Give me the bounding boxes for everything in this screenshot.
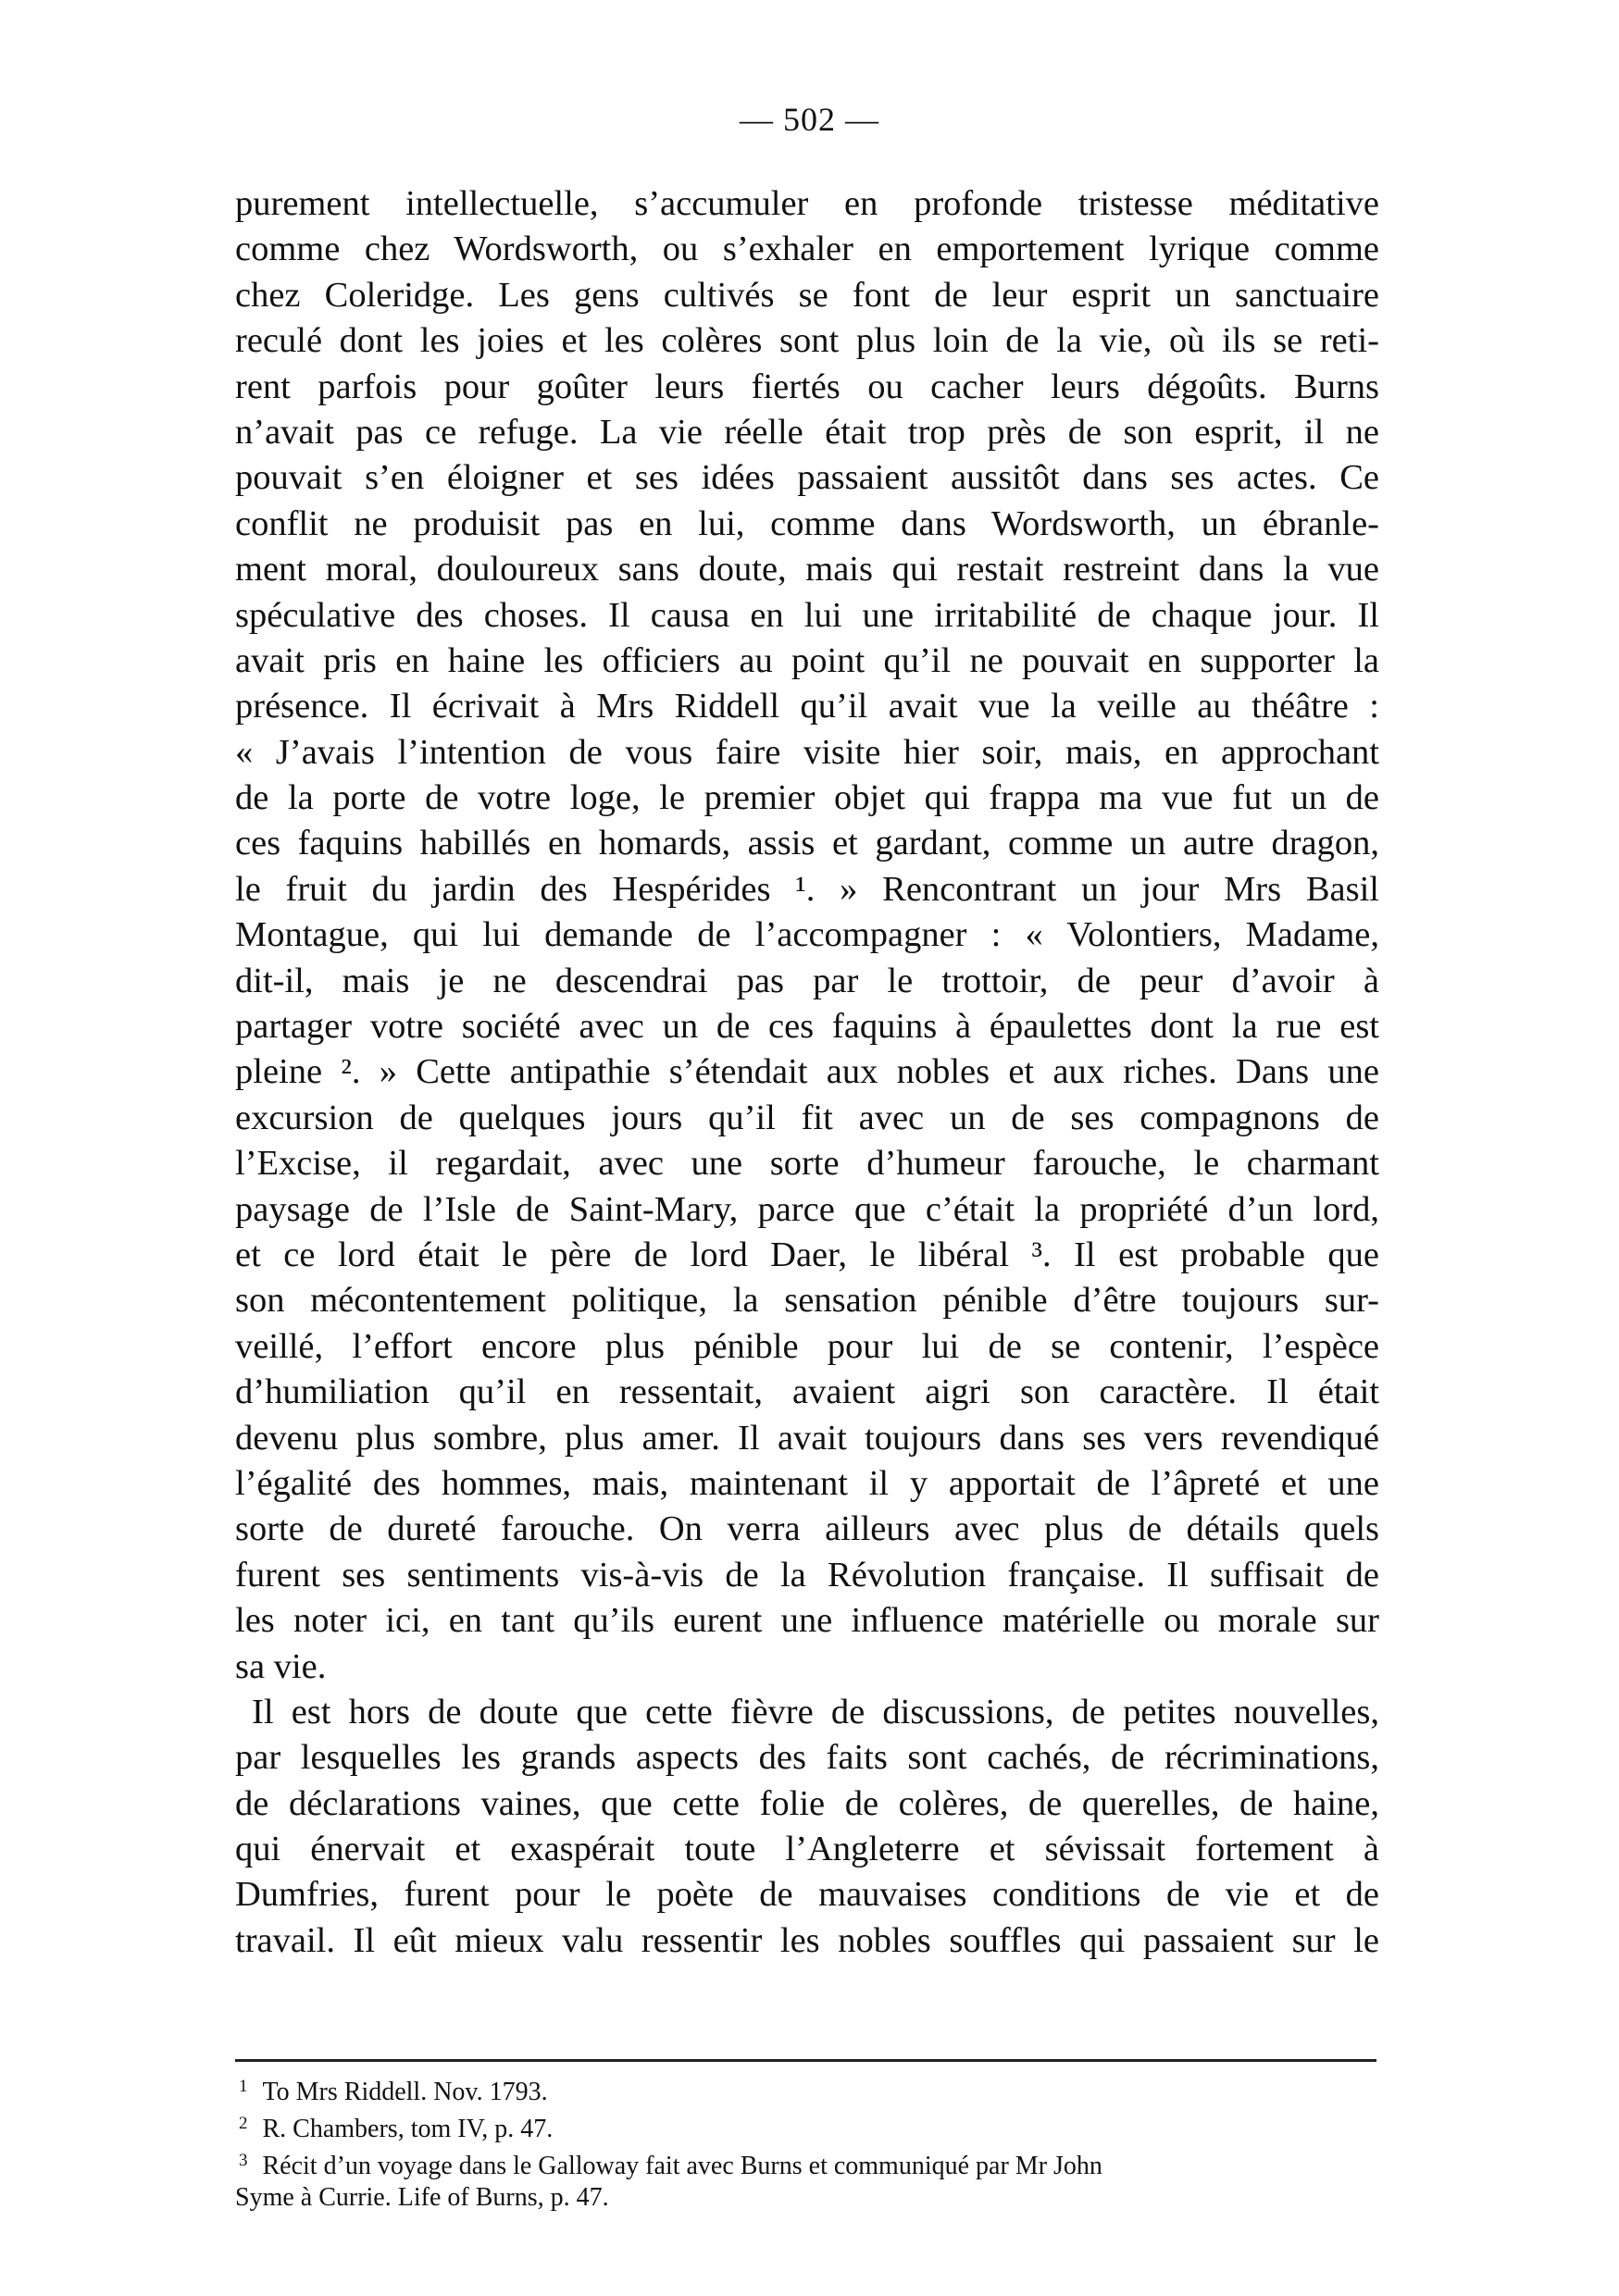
- footnote: [235, 2108, 1379, 2145]
- text-line: partager votre société avec un de ces faquins à épaulettes dont la rue est: [235, 1007, 1379, 1047]
- footnote-number: 3: [239, 2151, 248, 2170]
- text-line: dit-il, mais je ne descendrai pas par le trottoir, de peur d’avoir à: [235, 961, 1379, 1000]
- text-line: furent ses sentiments vis-à-vis de la Révolution française. Il suffisait de: [235, 1555, 1379, 1595]
- text-line: rent parfois pour goûter leurs fiertés ou cacher leurs dégoûts. Burns: [235, 366, 1379, 406]
- footnote-text: R. Chambers, tom IV, p. 47.: [262, 2115, 554, 2143]
- text-line: devenu plus sombre, plus amer. Il avait toujours dans ses vers revendiqué: [235, 1418, 1379, 1458]
- text-line: purement intellectuelle, s’accumuler en profonde tristesse méditative: [235, 184, 1379, 223]
- text-line: Il est hors de doute que cette fièvre de discussions, de petites nouvelles,: [252, 1692, 1379, 1731]
- text-line: sa vie.: [235, 1646, 327, 1686]
- text-line: pleine ². » Cette antipathie s’étendait aux nobles et aux riches. Dans une: [235, 1052, 1379, 1092]
- text-line: avait pris en haine les officiers au point qu’il ne pouvait en supporter la: [235, 640, 1379, 680]
- text-line: chez Coleridge. Les gens cultivés se font de leur esprit un sanctuaire: [235, 275, 1379, 315]
- text-line: pouvait s’en éloigner et ses idées passaient aussitôt dans ses actes. Ce: [235, 458, 1379, 498]
- text-line: Dumfries, furent pour le poète de mauvaises conditions de vie et de: [235, 1875, 1379, 1915]
- text-line: Montague, qui lui demande de l’accompagner : « Volontiers, Madame,: [235, 915, 1379, 955]
- footnote: [235, 2145, 1379, 2182]
- text-line: de déclarations vaines, que cette folie de colères, de querelles, de haine,: [235, 1783, 1379, 1823]
- text-line: travail. Il eût mieux valu ressentir les nobles souffles qui passaient sur le: [235, 1920, 1379, 1960]
- text-line: comme chez Wordsworth, ou s’exhaler en emportement lyrique comme: [235, 230, 1379, 269]
- text-line: paysage de l’Isle de Saint-Mary, parce que c’était la propriété d’un lord,: [235, 1189, 1379, 1229]
- text-line: le fruit du jardin des Hespérides ¹. » Rencontrant un jour Mrs Basil: [235, 869, 1379, 909]
- text-line: n’avait pas ce refuge. La vie réelle était trop près de son esprit, il ne: [235, 412, 1379, 452]
- text-line: reculé dont les joies et les colères sont plus loin de la vie, où ils se reti-: [235, 321, 1379, 361]
- text-line: « J’avais l’intention de vous faire visite hier soir, mais, en approchant: [235, 732, 1379, 772]
- footnote-number: 2: [239, 2114, 248, 2133]
- text-line: les noter ici, en tant qu’ils eurent une influence matérielle ou morale sur: [235, 1601, 1379, 1641]
- text-line: l’égalité des hommes, mais, maintenant il y apportait de l’âpreté et une: [235, 1463, 1379, 1503]
- body-text: [235, 181, 1379, 1964]
- text-line: par lesquelles les grands aspects des faits sont cachés, de récriminations,: [235, 1738, 1379, 1778]
- text-line: de la porte de votre loge, le premier objet qui frappa ma vue fut un de: [235, 778, 1379, 818]
- footnote-text: Récit d’un voyage dans le Galloway fait avec Burns et communiqué par Mr John: [262, 2152, 1102, 2180]
- footnote-text: To Mrs Riddell. Nov. 1793.: [262, 2078, 548, 2106]
- text-line: sorte de dureté farouche. On verra ailleurs avec plus de détails quels: [235, 1509, 1379, 1549]
- page-number: — 502 —: [740, 101, 879, 138]
- footnote-number: 1: [239, 2077, 248, 2096]
- text-line: conflit ne produisit pas en lui, comme dans Wordsworth, un ébranle-: [235, 503, 1379, 543]
- text-line: ces faquins habillés en homards, assis et gardant, comme un autre dragon,: [235, 824, 1379, 863]
- text-line: veillé, l’effort encore plus pénible pour lui de se contenir, l’espèce: [235, 1326, 1379, 1366]
- text-line: son mécontentement politique, la sensation pénible d’être toujours sur-: [235, 1281, 1379, 1321]
- footnote: [235, 2071, 1379, 2108]
- footnotes: [235, 2071, 1379, 2214]
- text-line: l’Excise, il regardait, avec une sorte d’humeur farouche, le charmant: [235, 1144, 1379, 1184]
- text-line: ment moral, douloureux sans doute, mais qui restait restreint dans la vue: [235, 550, 1379, 590]
- footnote-continuation: Syme à Currie. Life of Burns, p. 47.: [235, 2183, 609, 2212]
- text-line: qui énervait et exaspérait toute l’Angleterre et sévissait fortement à: [235, 1830, 1379, 1869]
- text-line: excursion de quelques jours qu’il fit avec un de ses compagnons de: [235, 1098, 1379, 1137]
- footnote-divider: [235, 2059, 1376, 2062]
- text-line: spéculative des choses. Il causa en lui une irritabilité de chaque jour. Il: [235, 595, 1379, 635]
- text-line: d’humiliation qu’il en ressentait, avaient aigri son caractère. Il était: [235, 1372, 1379, 1412]
- text-line: et ce lord était le père de lord Daer, le libéral ³. Il est probable que: [235, 1235, 1379, 1274]
- text-line: présence. Il écrivait à Mrs Riddell qu’il avait vue la veille au théâtre :: [235, 687, 1379, 726]
